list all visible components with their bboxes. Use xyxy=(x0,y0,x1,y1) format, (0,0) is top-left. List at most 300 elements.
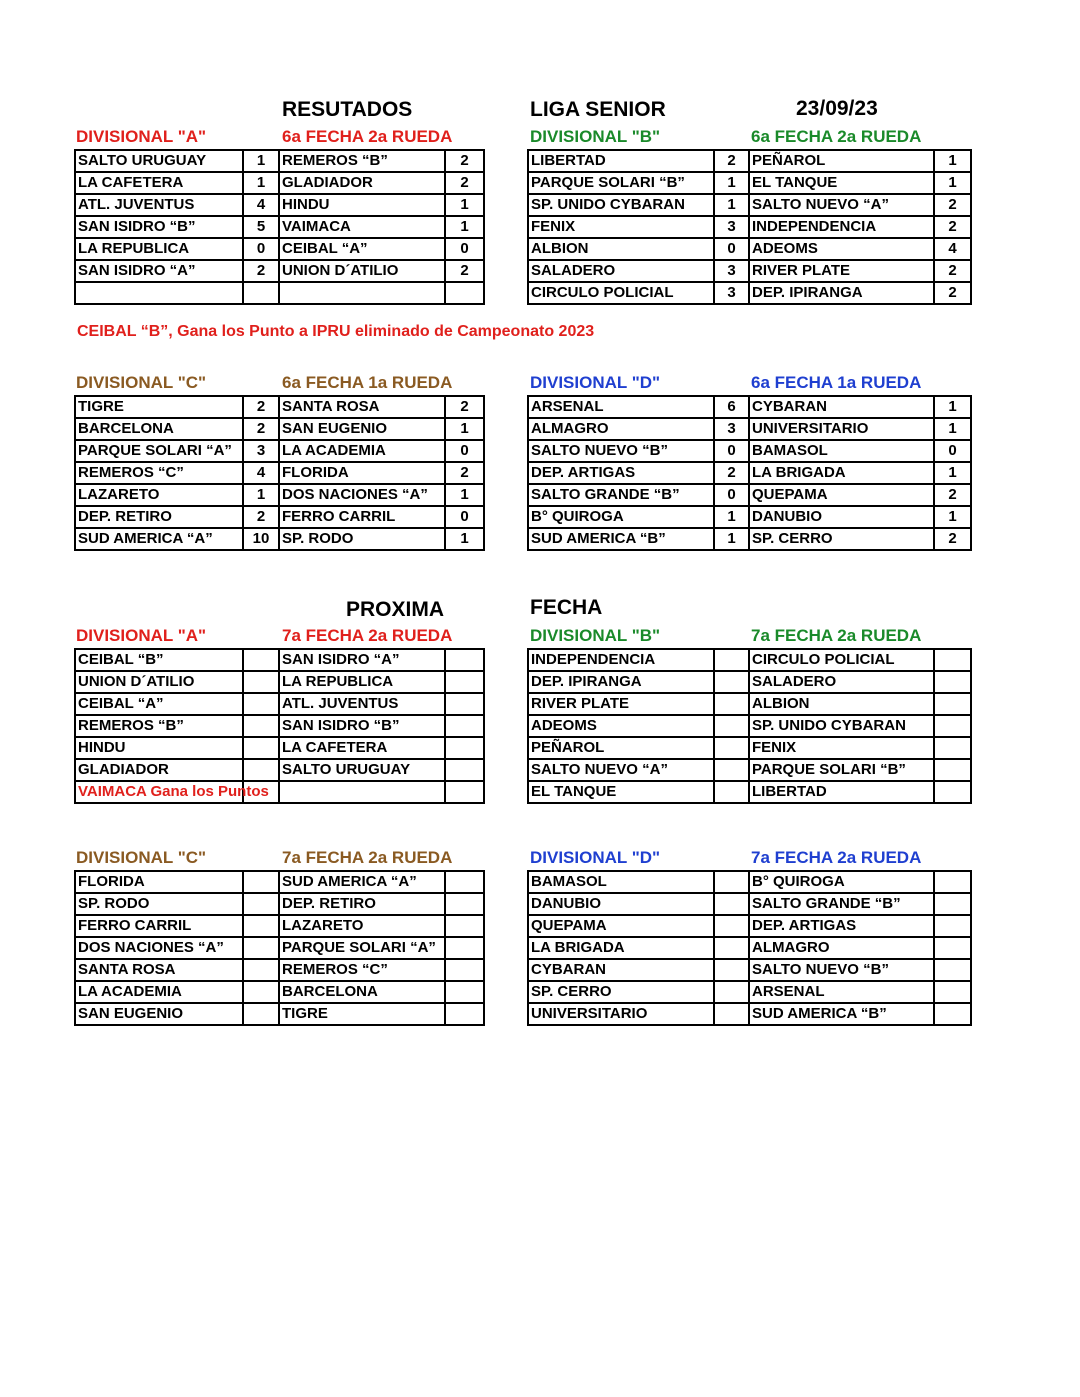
home-score xyxy=(243,981,279,1003)
home-team: BAMASOL xyxy=(528,871,714,893)
match-row xyxy=(75,396,484,418)
results-divC-name: DIVISIONAL "C" xyxy=(76,373,207,392)
away-score xyxy=(445,671,484,693)
match-row xyxy=(75,693,484,715)
empty-cell xyxy=(445,781,484,803)
match-row xyxy=(75,418,484,440)
away-score: 1 xyxy=(445,216,484,238)
match-row xyxy=(528,484,971,506)
home-team: BARCELONA xyxy=(75,418,243,440)
home-score xyxy=(714,671,749,693)
match-row xyxy=(75,671,484,693)
away-score xyxy=(934,959,971,981)
home-score: 4 xyxy=(243,462,279,484)
away-team: SALTO URUGUAY xyxy=(279,759,445,781)
home-team: SALADERO xyxy=(528,260,714,282)
home-score: 3 xyxy=(243,440,279,462)
away-score xyxy=(934,693,971,715)
home-team: B° QUIROGA xyxy=(528,506,714,528)
away-team: FLORIDA xyxy=(279,462,445,484)
next-divA-table xyxy=(74,648,485,804)
next-divB-name: DIVISIONAL "B" xyxy=(530,626,661,645)
away-score: 1 xyxy=(445,194,484,216)
home-score xyxy=(243,1003,279,1025)
home-score xyxy=(714,781,749,803)
home-score: 1 xyxy=(243,484,279,506)
home-team: SP. UNIDO CYBARAN xyxy=(528,194,714,216)
next-divC-name: DIVISIONAL "C" xyxy=(76,848,207,867)
away-score xyxy=(445,282,484,304)
away-score: 1 xyxy=(934,172,971,194)
match-row xyxy=(75,781,484,803)
away-team: ALBION xyxy=(749,693,934,715)
home-score: 10 xyxy=(243,528,279,550)
away-team: SALADERO xyxy=(749,671,934,693)
away-score: 2 xyxy=(445,260,484,282)
match-row xyxy=(528,462,971,484)
away-team: REMEROS “B” xyxy=(279,150,445,172)
away-team: UNION D´ATILIO xyxy=(279,260,445,282)
home-score: 1 xyxy=(714,172,749,194)
match-row xyxy=(528,959,971,981)
match-row xyxy=(75,1003,484,1025)
away-score xyxy=(445,737,484,759)
away-team: FENIX xyxy=(749,737,934,759)
home-score xyxy=(714,915,749,937)
results-divC-table xyxy=(74,395,485,551)
match-row xyxy=(75,462,484,484)
away-score: 2 xyxy=(445,462,484,484)
away-team: SP. RODO xyxy=(279,528,445,550)
away-score xyxy=(445,693,484,715)
home-team: INDEPENDENCIA xyxy=(528,649,714,671)
away-team: SALTO NUEVO “B” xyxy=(749,959,934,981)
match-row xyxy=(75,216,484,238)
home-team: GLADIADOR xyxy=(75,759,243,781)
next-divA-round: 7a FECHA 2a RUEDA xyxy=(282,626,453,645)
away-score xyxy=(934,981,971,1003)
away-team: SP. CERRO xyxy=(749,528,934,550)
home-score xyxy=(714,649,749,671)
home-score xyxy=(243,937,279,959)
home-score xyxy=(714,893,749,915)
match-row xyxy=(75,282,484,304)
home-team: EL TANQUE xyxy=(528,781,714,803)
next-divD-name: DIVISIONAL "D" xyxy=(530,848,661,867)
match-row xyxy=(528,937,971,959)
home-team: FLORIDA xyxy=(75,871,243,893)
away-team: SP. UNIDO CYBARAN xyxy=(749,715,934,737)
match-row xyxy=(75,871,484,893)
away-score: 4 xyxy=(934,238,971,260)
home-team xyxy=(75,282,243,304)
match-row xyxy=(528,893,971,915)
home-score: 0 xyxy=(714,440,749,462)
match-row xyxy=(528,528,971,550)
home-score xyxy=(714,981,749,1003)
home-score: 3 xyxy=(714,216,749,238)
home-team: LA CAFETERA xyxy=(75,172,243,194)
away-score: 0 xyxy=(445,238,484,260)
home-score xyxy=(714,737,749,759)
match-row xyxy=(75,759,484,781)
match-row xyxy=(528,649,971,671)
home-team: QUEPAMA xyxy=(528,915,714,937)
away-score xyxy=(445,959,484,981)
home-team: FERRO CARRIL xyxy=(75,915,243,937)
match-row xyxy=(528,759,971,781)
match-row xyxy=(528,693,971,715)
away-team: LA BRIGADA xyxy=(749,462,934,484)
home-team: SAN EUGENIO xyxy=(75,1003,243,1025)
away-team: UNIVERSITARIO xyxy=(749,418,934,440)
away-team: LA REPUBLICA xyxy=(279,671,445,693)
away-score xyxy=(445,937,484,959)
home-score xyxy=(243,693,279,715)
match-row xyxy=(75,506,484,528)
next-divD-table xyxy=(527,870,972,1026)
home-score xyxy=(714,759,749,781)
results-divB-round: 6a FECHA 2a RUEDA xyxy=(751,127,922,146)
home-score: 2 xyxy=(243,396,279,418)
home-team: CEIBAL “A” xyxy=(75,693,243,715)
away-team: CYBARAN xyxy=(749,396,934,418)
match-row xyxy=(528,1003,971,1025)
home-score: 2 xyxy=(243,260,279,282)
home-score: 4 xyxy=(243,194,279,216)
home-team: SALTO GRANDE “B” xyxy=(528,484,714,506)
away-score: 1 xyxy=(445,484,484,506)
away-score: 1 xyxy=(445,528,484,550)
home-team: LAZARETO xyxy=(75,484,243,506)
next-divB-round: 7a FECHA 2a RUEDA xyxy=(751,626,922,645)
away-team: FERRO CARRIL xyxy=(279,506,445,528)
match-row xyxy=(528,915,971,937)
match-row xyxy=(75,260,484,282)
fecha-title: FECHA xyxy=(530,596,603,619)
away-team: SALTO NUEVO “A” xyxy=(749,194,934,216)
match-row xyxy=(528,871,971,893)
home-score xyxy=(243,671,279,693)
home-team: SAN ISIDRO “B” xyxy=(75,216,243,238)
match-row xyxy=(75,937,484,959)
away-team: DANUBIO xyxy=(749,506,934,528)
home-team: DEP. IPIRANGA xyxy=(528,671,714,693)
away-score: 2 xyxy=(934,216,971,238)
home-team: LA BRIGADA xyxy=(528,937,714,959)
away-score: 0 xyxy=(445,440,484,462)
match-row xyxy=(528,194,971,216)
match-row xyxy=(528,671,971,693)
away-score xyxy=(445,759,484,781)
away-team: DEP. RETIRO xyxy=(279,893,445,915)
match-row xyxy=(75,959,484,981)
results-title: RESUTADOS xyxy=(282,98,413,121)
home-score xyxy=(714,871,749,893)
match-row xyxy=(528,282,971,304)
home-score: 0 xyxy=(714,484,749,506)
home-team: SANTA ROSA xyxy=(75,959,243,981)
home-team: RIVER PLATE xyxy=(528,693,714,715)
home-score: 2 xyxy=(243,506,279,528)
home-team: REMEROS “C” xyxy=(75,462,243,484)
next-divD-round: 7a FECHA 2a RUEDA xyxy=(751,848,922,867)
match-row xyxy=(75,194,484,216)
away-score: 1 xyxy=(934,396,971,418)
match-note: VAIMACA Gana los Puntos xyxy=(75,781,243,803)
away-score xyxy=(445,915,484,937)
away-team: QUEPAMA xyxy=(749,484,934,506)
away-score: 1 xyxy=(934,418,971,440)
away-team: ADEOMS xyxy=(749,238,934,260)
away-team: ALMAGRO xyxy=(749,937,934,959)
match-row xyxy=(75,737,484,759)
away-score xyxy=(934,781,971,803)
away-team: CEIBAL “A” xyxy=(279,238,445,260)
home-team: UNION D´ATILIO xyxy=(75,671,243,693)
away-score: 2 xyxy=(445,396,484,418)
home-team: SP. RODO xyxy=(75,893,243,915)
away-score: 0 xyxy=(934,440,971,462)
home-score: 0 xyxy=(714,238,749,260)
home-score: 1 xyxy=(714,528,749,550)
next-divA-name: DIVISIONAL "A" xyxy=(76,626,207,645)
away-score xyxy=(445,981,484,1003)
home-team: CIRCULO POLICIAL xyxy=(528,282,714,304)
match-row xyxy=(75,715,484,737)
away-team: LA CAFETERA xyxy=(279,737,445,759)
away-team: SAN EUGENIO xyxy=(279,418,445,440)
away-score: 2 xyxy=(934,484,971,506)
match-row xyxy=(528,260,971,282)
home-score: 2 xyxy=(243,418,279,440)
league-title: LIGA SENIOR xyxy=(530,98,666,121)
home-team: ADEOMS xyxy=(528,715,714,737)
away-team: HINDU xyxy=(279,194,445,216)
home-team: ALMAGRO xyxy=(528,418,714,440)
home-score xyxy=(243,737,279,759)
match-row xyxy=(528,216,971,238)
match-row xyxy=(528,150,971,172)
away-score xyxy=(934,1003,971,1025)
home-score: 5 xyxy=(243,216,279,238)
results-divB-table xyxy=(527,149,972,305)
away-team: SUD AMERICA “A” xyxy=(279,871,445,893)
home-score xyxy=(243,715,279,737)
away-team: LIBERTAD xyxy=(749,781,934,803)
home-score xyxy=(243,759,279,781)
results-divC-round: 6a FECHA 1a RUEDA xyxy=(282,373,453,392)
empty-cell xyxy=(279,781,445,803)
away-team: PEÑAROL xyxy=(749,150,934,172)
match-row xyxy=(528,440,971,462)
home-team: SALTO URUGUAY xyxy=(75,150,243,172)
away-score: 1 xyxy=(445,418,484,440)
home-team: HINDU xyxy=(75,737,243,759)
match-row xyxy=(528,715,971,737)
home-score: 1 xyxy=(243,150,279,172)
away-team: EL TANQUE xyxy=(749,172,934,194)
next-divB-table xyxy=(527,648,972,804)
home-team: CYBARAN xyxy=(528,959,714,981)
away-score: 2 xyxy=(934,528,971,550)
match-row xyxy=(528,418,971,440)
away-team: CIRCULO POLICIAL xyxy=(749,649,934,671)
home-score: 1 xyxy=(714,506,749,528)
match-row xyxy=(528,238,971,260)
home-score: 2 xyxy=(714,150,749,172)
away-team: BARCELONA xyxy=(279,981,445,1003)
away-team: ARSENAL xyxy=(749,981,934,1003)
away-team xyxy=(279,282,445,304)
away-score xyxy=(934,715,971,737)
home-team: FENIX xyxy=(528,216,714,238)
match-row xyxy=(75,440,484,462)
results-divD-table xyxy=(527,395,972,551)
home-team: SAN ISIDRO “A” xyxy=(75,260,243,282)
away-score xyxy=(934,671,971,693)
away-team: B° QUIROGA xyxy=(749,871,934,893)
home-score: 6 xyxy=(714,396,749,418)
home-team: ARSENAL xyxy=(528,396,714,418)
match-row xyxy=(75,172,484,194)
date-label: 23/09/23 xyxy=(796,97,878,120)
home-team: DANUBIO xyxy=(528,893,714,915)
home-team: SALTO NUEVO “B” xyxy=(528,440,714,462)
home-team: DOS NACIONES “A” xyxy=(75,937,243,959)
away-team: DOS NACIONES “A” xyxy=(279,484,445,506)
away-score xyxy=(934,937,971,959)
away-team: SAN ISIDRO “B” xyxy=(279,715,445,737)
away-score: 0 xyxy=(445,506,484,528)
match-row xyxy=(75,915,484,937)
results-divA-table xyxy=(74,149,485,305)
home-team: PARQUE SOLARI “B” xyxy=(528,172,714,194)
home-score: 3 xyxy=(714,418,749,440)
match-row xyxy=(75,649,484,671)
away-team: TIGRE xyxy=(279,1003,445,1025)
away-team: SAN ISIDRO “A” xyxy=(279,649,445,671)
home-team: ATL. JUVENTUS xyxy=(75,194,243,216)
home-score xyxy=(243,959,279,981)
away-team: LAZARETO xyxy=(279,915,445,937)
away-score xyxy=(934,871,971,893)
away-score xyxy=(445,1003,484,1025)
away-score xyxy=(445,715,484,737)
home-score: 1 xyxy=(714,194,749,216)
home-team: UNIVERSITARIO xyxy=(528,1003,714,1025)
away-score: 2 xyxy=(445,150,484,172)
results-divD-name: DIVISIONAL "D" xyxy=(530,373,661,392)
away-score: 1 xyxy=(934,150,971,172)
results-divB-name: DIVISIONAL "B" xyxy=(530,127,661,146)
home-score xyxy=(243,649,279,671)
away-score: 2 xyxy=(934,260,971,282)
home-team: DEP. RETIRO xyxy=(75,506,243,528)
away-score xyxy=(934,893,971,915)
away-score: 2 xyxy=(934,194,971,216)
results-divA-name: DIVISIONAL "A" xyxy=(76,127,207,146)
match-row xyxy=(75,981,484,1003)
home-score: 0 xyxy=(243,238,279,260)
home-score xyxy=(714,937,749,959)
results-divD-round: 6a FECHA 1a RUEDA xyxy=(751,373,922,392)
match-row xyxy=(75,484,484,506)
away-team: REMEROS “C” xyxy=(279,959,445,981)
home-team: LA REPUBLICA xyxy=(75,238,243,260)
home-score xyxy=(243,893,279,915)
away-score xyxy=(445,649,484,671)
home-score xyxy=(714,1003,749,1025)
away-team: ATL. JUVENTUS xyxy=(279,693,445,715)
match-row xyxy=(528,506,971,528)
match-row xyxy=(528,981,971,1003)
home-team: PEÑAROL xyxy=(528,737,714,759)
home-team: SUD AMERICA “B” xyxy=(528,528,714,550)
home-team: REMEROS “B” xyxy=(75,715,243,737)
match-row xyxy=(75,150,484,172)
next-divC-round: 7a FECHA 2a RUEDA xyxy=(282,848,453,867)
home-team: CEIBAL “B” xyxy=(75,649,243,671)
home-score xyxy=(714,693,749,715)
home-score xyxy=(243,915,279,937)
away-score xyxy=(934,649,971,671)
away-score xyxy=(934,759,971,781)
away-team: SANTA ROSA xyxy=(279,396,445,418)
away-team: PARQUE SOLARI “A” xyxy=(279,937,445,959)
match-row xyxy=(75,528,484,550)
home-team: PARQUE SOLARI “A” xyxy=(75,440,243,462)
away-team: BAMASOL xyxy=(749,440,934,462)
home-score xyxy=(243,871,279,893)
away-score: 2 xyxy=(934,282,971,304)
home-score: 3 xyxy=(714,282,749,304)
away-score xyxy=(934,737,971,759)
home-score: 3 xyxy=(714,260,749,282)
home-team: LIBERTAD xyxy=(528,150,714,172)
match-row xyxy=(528,781,971,803)
away-score: 1 xyxy=(934,506,971,528)
away-team: PARQUE SOLARI “B” xyxy=(749,759,934,781)
away-team: GLADIADOR xyxy=(279,172,445,194)
home-team: LA ACADEMIA xyxy=(75,981,243,1003)
next-divC-table xyxy=(74,870,485,1026)
home-team: SUD AMERICA “A” xyxy=(75,528,243,550)
home-score xyxy=(243,282,279,304)
match-row xyxy=(528,396,971,418)
away-team: SALTO GRANDE “B” xyxy=(749,893,934,915)
away-score xyxy=(445,893,484,915)
home-team: SP. CERRO xyxy=(528,981,714,1003)
away-team: DEP. ARTIGAS xyxy=(749,915,934,937)
away-score xyxy=(934,915,971,937)
home-team: SALTO NUEVO “A” xyxy=(528,759,714,781)
away-team: SUD AMERICA “B” xyxy=(749,1003,934,1025)
away-score xyxy=(445,871,484,893)
home-team: ALBION xyxy=(528,238,714,260)
home-score: 2 xyxy=(714,462,749,484)
home-score xyxy=(714,959,749,981)
home-score xyxy=(714,715,749,737)
away-score: 1 xyxy=(934,462,971,484)
results-divA-note: CEIBAL “B”, Gana los Punto a IPRU eliminado de Campeonato 2023 xyxy=(77,323,595,340)
away-team: DEP. IPIRANGA xyxy=(749,282,934,304)
next-title: PROXIMA xyxy=(346,598,445,621)
away-score: 2 xyxy=(445,172,484,194)
match-row xyxy=(528,737,971,759)
results-divA-round: 6a FECHA 2a RUEDA xyxy=(282,127,453,146)
match-row xyxy=(75,893,484,915)
